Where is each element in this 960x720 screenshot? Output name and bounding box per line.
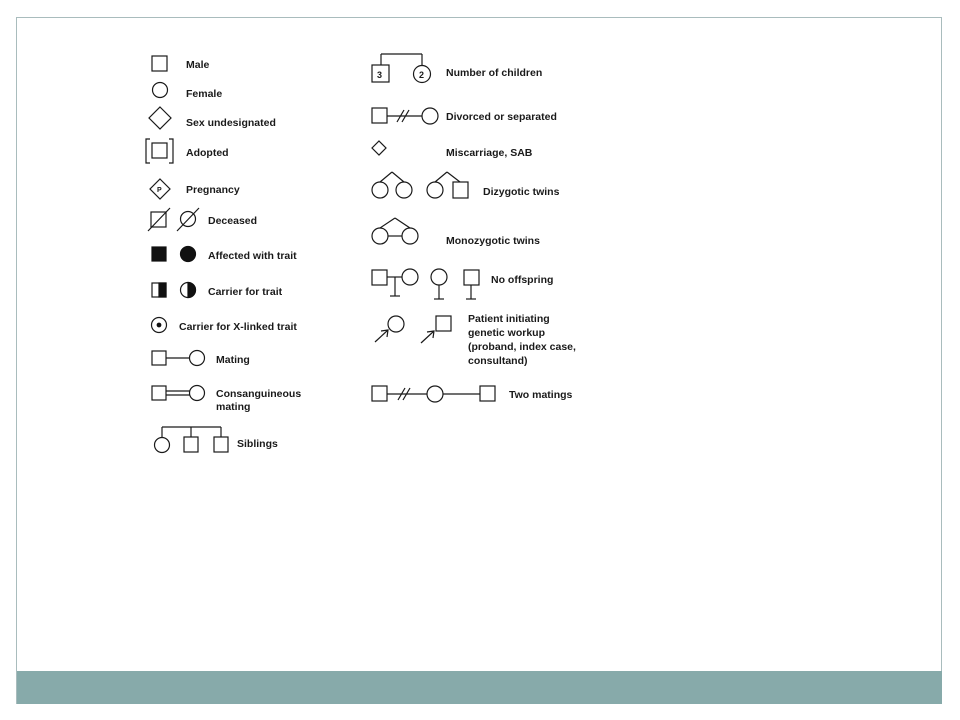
no-offspring-symbol xyxy=(372,269,479,299)
label-dizygotic: Dizygotic twins xyxy=(483,186,560,198)
label-deceased: Deceased xyxy=(208,215,258,227)
label-carrier: Carrier for trait xyxy=(208,286,283,298)
label-carrier-x-linked: Carrier for X-linked trait xyxy=(179,321,297,333)
siblings-symbol xyxy=(155,427,229,453)
count-female: 2 xyxy=(419,70,425,80)
count-male: 3 xyxy=(377,70,383,80)
label-adopted: Adopted xyxy=(186,147,229,159)
label-pregnancy: Pregnancy xyxy=(186,184,240,196)
label-affected: Affected with trait xyxy=(208,250,297,262)
label-proband-4: consultand) xyxy=(468,355,528,367)
dizygotic-twins-symbol xyxy=(372,172,468,198)
label-consanguineous-1: Consanguineous xyxy=(216,388,302,400)
label-two-matings: Two matings xyxy=(509,389,573,401)
pregnancy-mark: P xyxy=(157,187,162,194)
label-miscarriage: Miscarriage, SAB xyxy=(446,147,533,159)
label-proband-3: (proband, index case, xyxy=(468,341,576,353)
label-male: Male xyxy=(186,59,210,71)
consanguineous-mating-symbol xyxy=(152,386,205,401)
proband-symbol xyxy=(375,316,451,343)
label-proband-1: Patient initiating xyxy=(468,313,550,325)
divorced-symbol xyxy=(372,108,438,124)
label-proband-2: genetic workup xyxy=(468,327,546,339)
two-matings-symbol xyxy=(372,386,495,402)
label-no-offspring: No offspring xyxy=(491,274,554,286)
miscarriage-symbol xyxy=(372,141,386,155)
sex-undesignated-symbol xyxy=(149,107,171,129)
monozygotic-twins-symbol xyxy=(372,218,418,244)
label-monozygotic: Monozygotic twins xyxy=(446,235,540,247)
label-female: Female xyxy=(186,88,223,100)
mating-symbol xyxy=(152,351,205,366)
number-of-children-symbol xyxy=(372,54,431,83)
label-sex-undesignated: Sex undesignated xyxy=(186,117,276,129)
pregnancy-symbol xyxy=(150,179,170,199)
label-number-of-children: Number of children xyxy=(446,67,543,79)
female-symbol xyxy=(153,83,168,98)
deceased-symbols xyxy=(148,208,199,231)
label-consanguineous-2: mating xyxy=(216,401,251,413)
label-divorced: Divorced or separated xyxy=(446,111,557,123)
label-siblings: Siblings xyxy=(237,438,278,450)
affected-symbols xyxy=(152,247,196,262)
carrier-symbols xyxy=(152,283,196,298)
male-symbol xyxy=(152,56,167,71)
adopted-symbol xyxy=(146,139,173,163)
footer-bar xyxy=(17,671,942,704)
label-mating: Mating xyxy=(216,354,250,366)
carrier-x-linked-symbol xyxy=(152,318,167,333)
